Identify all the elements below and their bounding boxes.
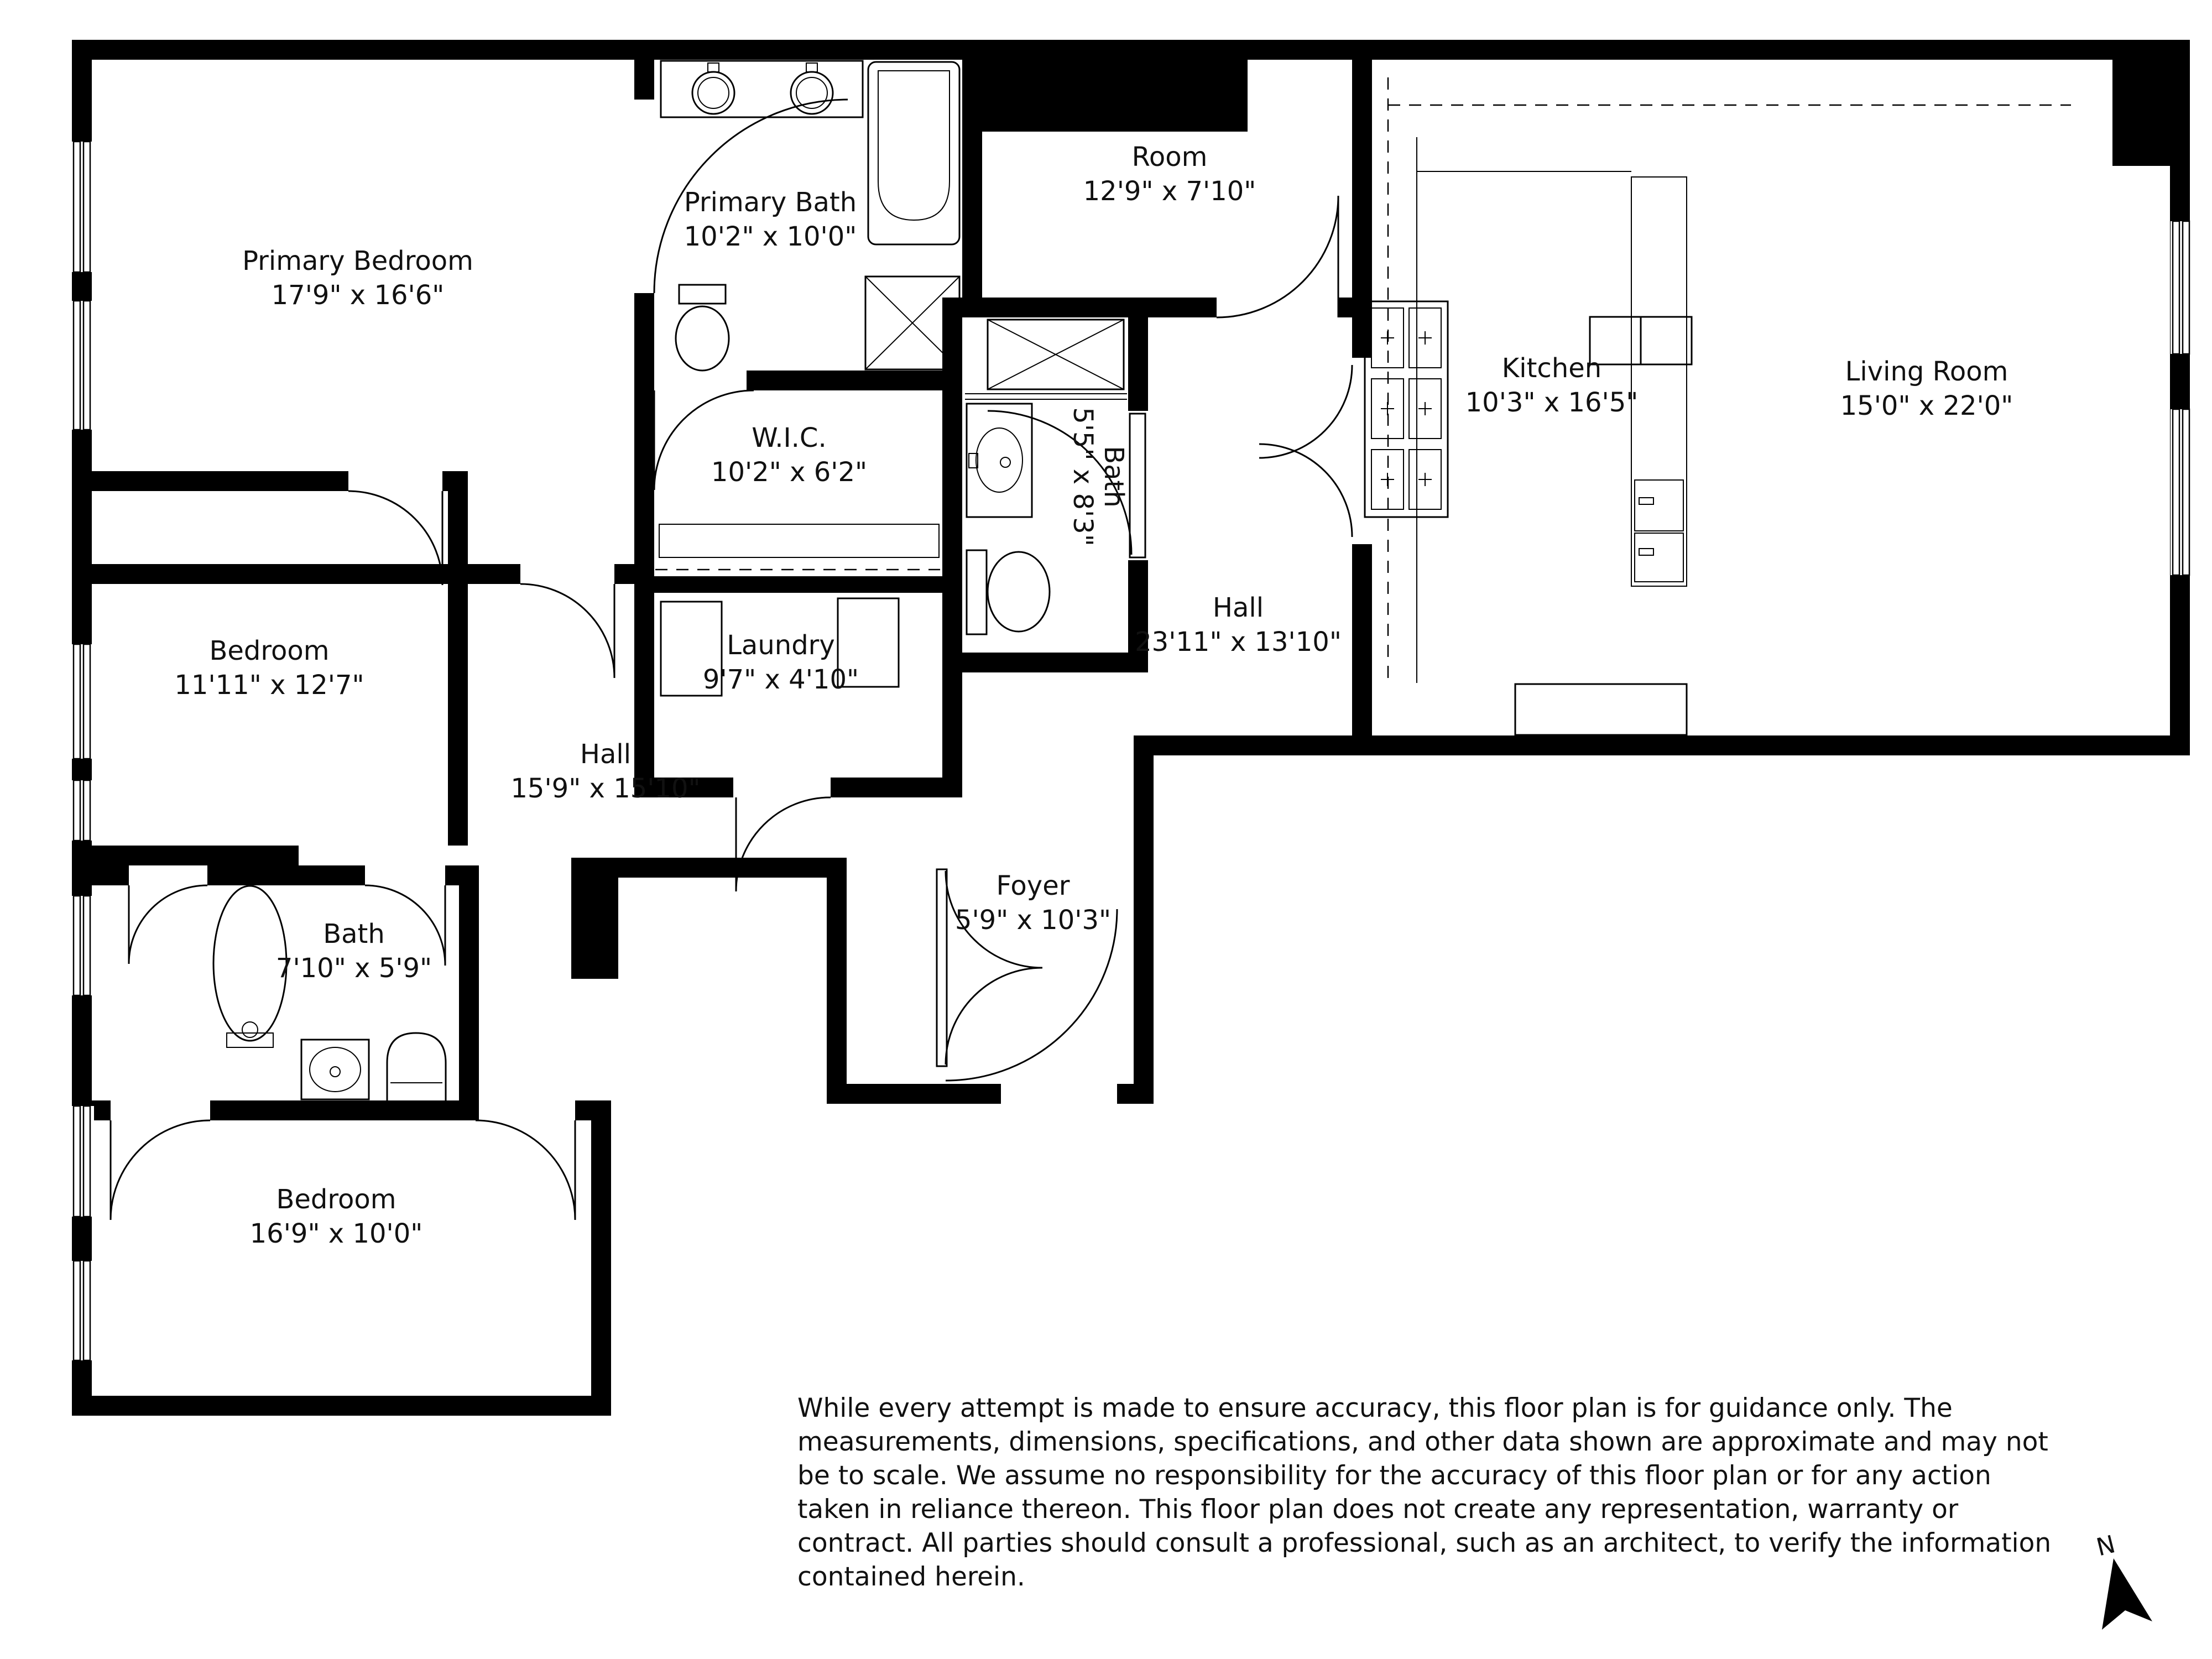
door-leaf — [1130, 414, 1145, 557]
svg-text:17'9" x 16'6": 17'9" x 16'6" — [271, 280, 445, 311]
label-living-room — [1840, 356, 2013, 421]
label-foyer — [955, 870, 1111, 936]
label-small-bath — [1067, 407, 1129, 546]
window-icon — [70, 142, 94, 272]
svg-text:Bath: Bath — [323, 919, 385, 950]
svg-text:23'11" x 13'10": 23'11" x 13'10" — [1135, 627, 1342, 658]
door-arc — [476, 1120, 575, 1220]
svg-text:Bedroom: Bedroom — [276, 1184, 397, 1215]
svg-text:10'2" x 10'0": 10'2" x 10'0" — [684, 221, 857, 252]
svg-text:10'2" x 6'2": 10'2" x 6'2" — [711, 457, 868, 488]
label-bath-lower — [276, 919, 432, 984]
svg-text:Room: Room — [1131, 142, 1208, 173]
toilet — [387, 1033, 446, 1100]
label-bedroom-bottom — [250, 1184, 423, 1249]
door-arc — [1259, 444, 1352, 537]
svg-text:While every attempt is made to: While every attempt is made to ensure accuracy, this floor plan is for guidance only. The — [797, 1393, 1953, 1423]
svg-text:12'9" x 7'10": 12'9" x 7'10" — [1083, 176, 1256, 207]
cooktop-island — [1590, 317, 1692, 364]
closet-door-leaf — [937, 869, 947, 1066]
window-icon — [2171, 409, 2195, 575]
north-arrow-icon — [2102, 1558, 2152, 1630]
door-arc — [1217, 196, 1338, 317]
window-icon — [70, 644, 94, 759]
label-hall-lower — [510, 739, 700, 804]
sink — [301, 1040, 369, 1099]
door-arc — [129, 885, 207, 964]
window-icon — [2171, 221, 2195, 354]
bathtub — [868, 62, 959, 244]
svg-text:Laundry: Laundry — [727, 630, 835, 661]
window-icon — [70, 896, 94, 995]
svg-text:Bath: Bath — [1098, 446, 1129, 508]
compass — [2094, 1530, 2152, 1630]
svg-text:Hall: Hall — [580, 739, 632, 770]
svg-text:15'9" x 15'10": 15'9" x 15'10" — [510, 773, 701, 804]
svg-text:16'9" x 10'0": 16'9" x 10'0" — [249, 1218, 423, 1249]
closet-rod — [655, 524, 940, 570]
door-arc — [111, 1120, 210, 1220]
svg-text:5'9" x 10'3": 5'9" x 10'3" — [954, 905, 1112, 936]
range — [1365, 301, 1448, 517]
window-icon — [70, 1106, 94, 1217]
svg-text:11'11" x 12'7": 11'11" x 12'7" — [174, 670, 364, 701]
svg-text:W.I.C.: W.I.C. — [752, 422, 827, 453]
label-kitchen — [1465, 353, 1639, 418]
svg-text:Bedroom: Bedroom — [209, 635, 330, 666]
north-label: N — [2093, 1530, 2119, 1562]
label-wic — [711, 422, 867, 488]
svg-text:contract. All parties should c: contract. All parties should consult a professional, such as an architect, to verify the information — [797, 1528, 2052, 1558]
label-laundry — [703, 630, 859, 695]
svg-text:Primary Bedroom: Primary Bedroom — [242, 246, 473, 276]
svg-text:Hall: Hall — [1212, 592, 1264, 623]
svg-text:5'5" x 8'3": 5'5" x 8'3" — [1067, 407, 1098, 546]
window-icon — [70, 1261, 94, 1360]
shower — [965, 320, 1127, 399]
svg-text:9'7" x 4'10": 9'7" x 4'10" — [702, 664, 859, 695]
disclaimer — [797, 1393, 2051, 1592]
refrigerator — [1635, 480, 1683, 582]
svg-text:Foyer: Foyer — [996, 870, 1070, 901]
label-hall-upper — [1135, 592, 1342, 658]
window-icon — [70, 301, 94, 430]
svg-text:Kitchen: Kitchen — [1501, 353, 1602, 384]
label-bedroom-mid — [174, 635, 364, 701]
svg-text:15'0" x 22'0": 15'0" x 22'0" — [1840, 390, 2013, 421]
svg-text:7'10" x 5'9": 7'10" x 5'9" — [275, 953, 432, 984]
door-arc — [520, 584, 614, 678]
label-primary-bedroom — [242, 246, 473, 311]
toilet — [967, 550, 1050, 634]
svg-text:Primary Bath: Primary Bath — [684, 187, 857, 218]
door-arc — [1259, 365, 1352, 458]
double-sink-vanity — [661, 61, 863, 117]
svg-text:contained herein.: contained herein. — [797, 1562, 1025, 1592]
svg-text:10'3" x 16'5": 10'3" x 16'5" — [1465, 387, 1639, 418]
toilet — [676, 285, 729, 371]
svg-text:taken in reliance thereon. Thi: taken in reliance thereon. This floor plan does not create any representation, warranty or — [797, 1494, 1959, 1525]
door-arc — [946, 968, 1042, 1065]
label-room — [1083, 142, 1256, 207]
window-icon — [70, 780, 94, 841]
svg-text:Living Room: Living Room — [1845, 356, 2008, 387]
svg-text:measurements, dimensions, spec: measurements, dimensions, specifications, and other data shown are approximate and may not — [797, 1427, 2048, 1457]
sink — [967, 404, 1032, 517]
svg-text:be to scale. We assume no resp: be to scale. We assume no responsibility for the accuracy of this floor plan or for any action — [797, 1460, 1991, 1491]
label-primary-bath — [684, 187, 857, 252]
